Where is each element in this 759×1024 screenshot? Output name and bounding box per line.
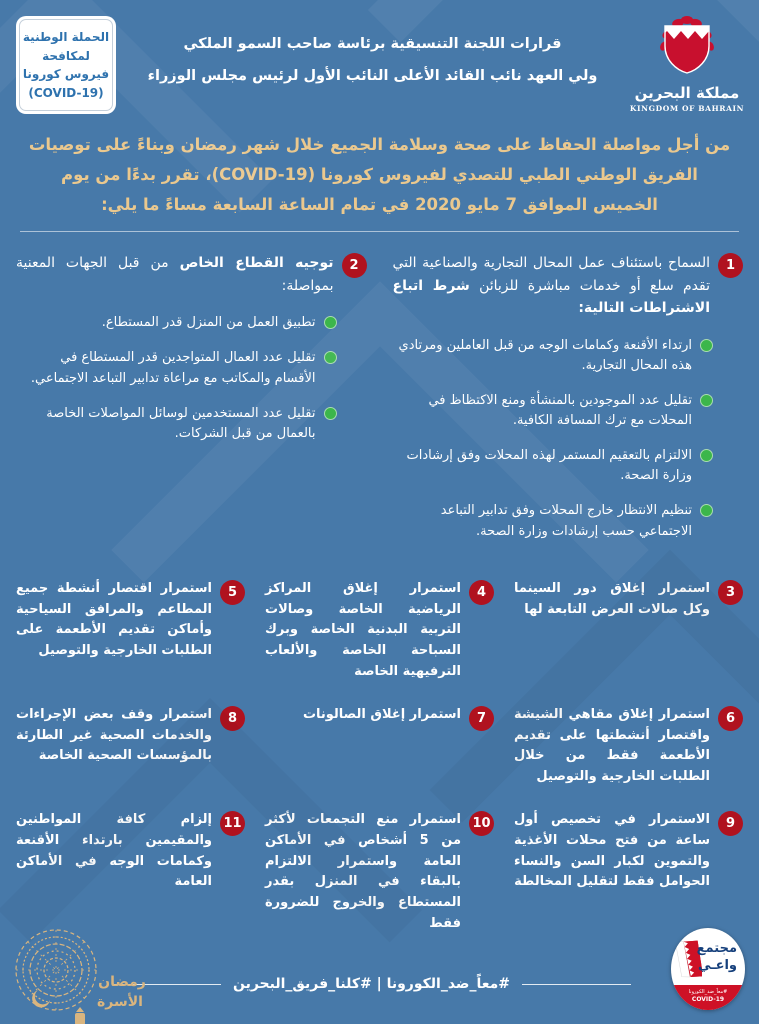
bullet-text: الالتزام بالتعقيم المستمر لهذه المحلات وفق إرشادات وزارة الصحة. <box>406 448 692 484</box>
header <box>0 0 759 114</box>
bullet-text: تقليل عدد الموجودين بالمنشأة ومنع الاكتظاظ في المحلات مع ترك المسافة الكافية. <box>428 392 692 429</box>
item-3-number-badge: 3 <box>718 580 743 605</box>
badge-covid-band <box>671 985 745 1010</box>
intro-paragraph: من أجل مواصلة الحفاظ على صحة وسلامة الجميع خلال شهر رمضان وبناءً على توصيات الفريق الوطني الطبي للتصدي لفيروس كورونا (COVID-19)، تقرر بدءًا من يوم الخميس الموافق 7 مايو 2020 في تمام الساعة السابعة مساءً ما يلي: <box>28 135 731 214</box>
item-8-number-badge: 8 <box>220 706 245 731</box>
ramadan-family-logo <box>4 926 164 1024</box>
green-dot-icon <box>700 449 713 462</box>
emblem-arabic-name: مملكة البحرين <box>634 84 740 102</box>
item-3-text: استمرار إغلاق دور السينما وكل صالات العرض التابعة لها <box>514 580 710 617</box>
bullet-text: تطبيق العمل من المنزل قدر المستطاع. <box>101 315 316 331</box>
item-2-number-badge: 2 <box>342 253 367 278</box>
item-1-text-normal: السماح باستئناف عمل المحال التجارية والصناعية التي تقدم سلع أو خدمات مباشرة للزبائن <box>392 255 710 294</box>
item-1-number-badge: 1 <box>718 253 743 278</box>
bullet-text: تقليل عدد العمال المتواجدين قدر المستطاع في الأقسام والمكاتب مع مراعاة تدابير التباعد الاجتماعي. <box>30 350 316 386</box>
divider <box>522 984 631 985</box>
title-line-2: ولي العهد نائب القائد الأعلى النائب الأول لرئيس مجلس الوزراء <box>147 67 598 84</box>
item-5-number-badge: 5 <box>220 580 245 605</box>
item-2-text-normal: من قبل الجهات المعنية بمواصلة: <box>16 255 334 294</box>
item-1-text <box>393 252 711 319</box>
green-dot-icon <box>700 339 713 352</box>
campaign-line: (COVID-19) <box>28 85 104 100</box>
item-6-number-badge: 6 <box>718 706 743 731</box>
item-11-number-badge: 11 <box>220 811 245 836</box>
item-8-text: استمرار وقف بعض الإجراءات والخدمات الصحية غير الطارئة بالمؤسسات الصحية الخاصة <box>16 706 212 764</box>
footer-hashtags: #معاً_ضد_الكورونا | #كلنا_فريق_البحرين <box>232 976 511 992</box>
title-line-1: قرارات اللجنة التنسيقية برئاسة صاحب السمو الملكي <box>183 36 562 52</box>
badge-band-hashtag: #معاً_ضد_الكورونا <box>688 989 728 995</box>
item-4-text: استمرار إغلاق المراكز الرياضية الخاصة وصالات التربية البدنية الخاصة وبرك السباحة الخاصة والألعاب الترفيهية الخاصة <box>265 580 461 679</box>
item-10-number-badge: 10 <box>469 811 494 836</box>
aware-society-badge <box>671 928 745 1010</box>
bullet-text: تقليل عدد المستخدمين لوسائل المواصلات الخاصة بالعمال من قبل الشركات. <box>46 405 316 441</box>
page-title <box>116 16 629 88</box>
badge-word-2: واعـي <box>697 957 737 973</box>
lantern-icon <box>75 1007 85 1024</box>
badge-word-1: مجتمع <box>696 941 737 956</box>
national-campaign-box <box>16 16 116 114</box>
item-10-text: استمرار منع التجمعات لأكثر من 5 أشخاص في الأماكن العامة واستمرار الالتزام بالبقاء في المنزل بقدر المستطاع والخروج للضرورة فقط <box>265 811 461 931</box>
item-4-number-badge: 4 <box>469 580 494 605</box>
bullet-text: ارتداء الأقنعة وكمامات الوجه من قبل العاملين ومرتادي هذه المحال التجارية. <box>398 337 692 373</box>
bahrain-emblem <box>629 16 745 113</box>
green-dot-icon <box>700 504 713 517</box>
footer-hashtags-row <box>112 976 631 992</box>
item-7-text: استمرار إغلاق الصالونات <box>302 706 461 722</box>
badge-covid-label: COVID-19 <box>691 995 725 1003</box>
crescent-icon <box>32 990 50 1007</box>
item-2-text-bold: توجيه القطاع الخاص <box>179 255 334 272</box>
item-11-text: إلزام كافة المواطنين والمقيمين بارتداء الأقنعة وكمامات الوجه في الأماكن العامة <box>16 811 212 890</box>
badge-title <box>697 941 737 975</box>
item-6-text: استمرار إغلاق مقاهي الشيشة واقتصار أنشطتها على تقديم الأطعمة فقط من خلال الطلبات الخارجية والتوصيل <box>514 706 710 785</box>
ramadan-label-line-2: الأسرة <box>97 994 143 1010</box>
coat-of-arms-icon <box>648 16 726 78</box>
item-9-text: الاستمرار في تخصيص أول ساعة من فتح محلات الأغذية والتموين لكبار السن والنساء الحوامل فقط لتقليل المخالطة <box>514 811 710 890</box>
campaign-line: فيروس كورونا <box>22 67 110 82</box>
campaign-line: الحملة الوطنية <box>22 30 110 44</box>
bullet-text: تنظيم الانتظار خارج المحلات وفق تدابير التباعد الاجتماعي حسب إرشادات وزارة الصحة. <box>440 503 692 539</box>
item-5-text: استمرار اقتصار أنشطة جميع المطاعم والمرافق السياحية وأماكن تقديم الأطعمة على الطلبات الخارجية والتوصيل <box>16 580 212 659</box>
green-dot-icon <box>700 394 713 407</box>
item-9-number-badge: 9 <box>718 811 743 836</box>
item-7-number-badge: 7 <box>469 706 494 731</box>
emblem-english-name: KINGDOM OF BAHRAIN <box>629 104 745 113</box>
campaign-line: لمكافحة <box>42 48 90 63</box>
ramadan-label-line-1: رمضان <box>98 974 146 990</box>
item-1-text-bold: شرط اتباع الاشتراطات التالية: <box>392 277 710 317</box>
